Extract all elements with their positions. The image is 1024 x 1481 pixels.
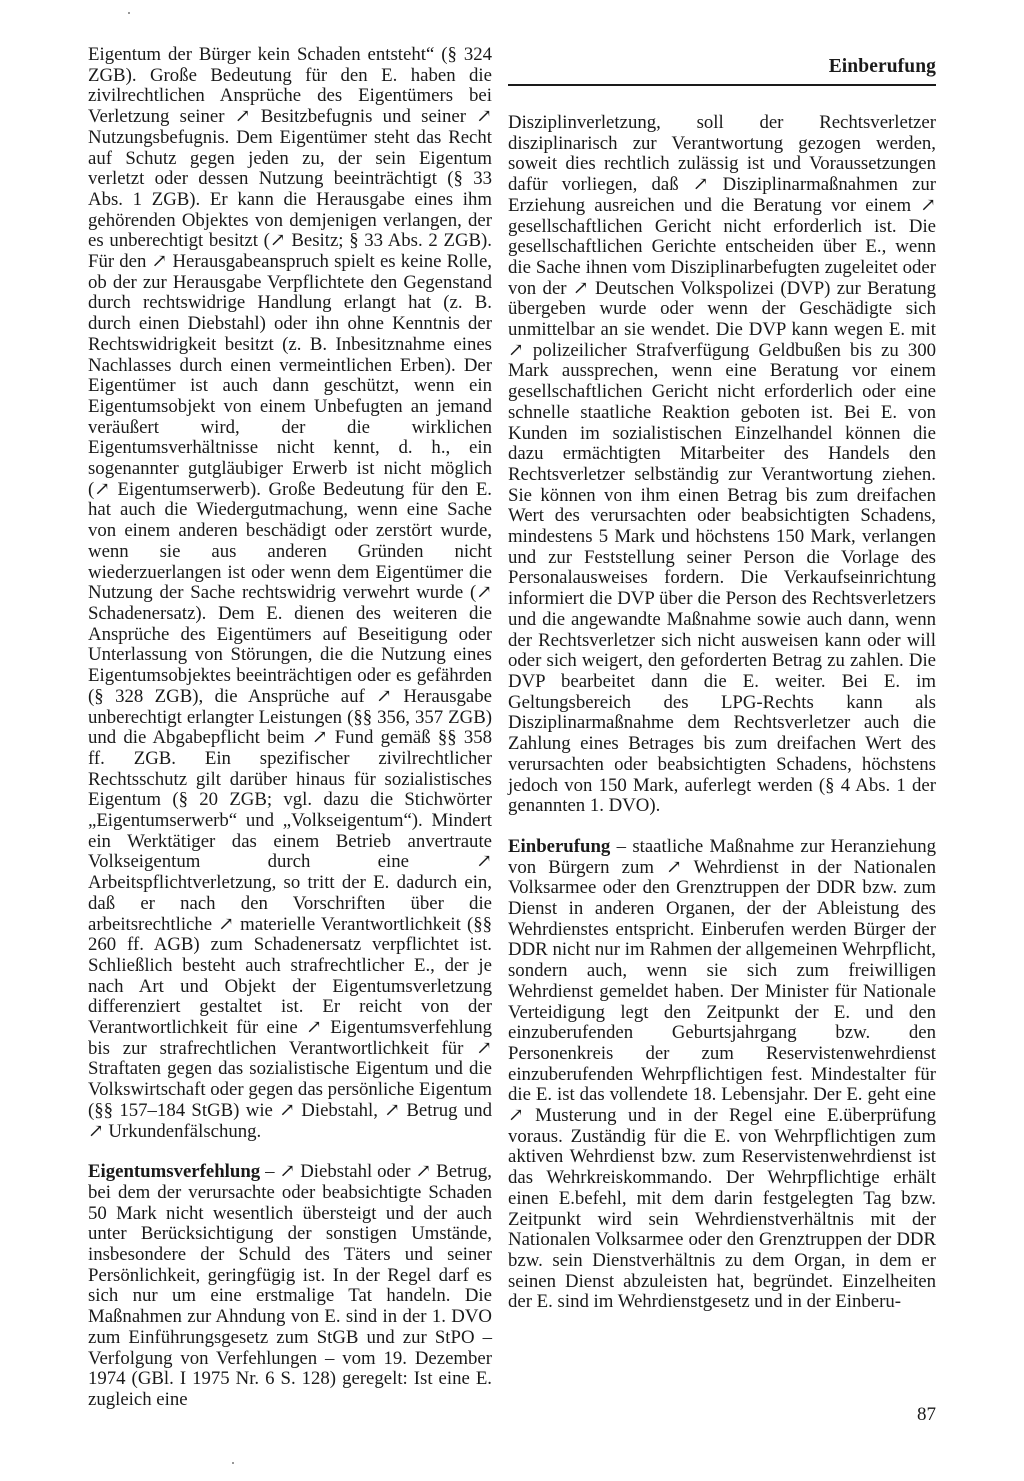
page-number: 87 [917,1404,936,1425]
lemma-eigentumsverfehlung: Eigentumsverfehlung [88,1161,261,1183]
scan-speck [128,12,130,14]
scan-speck [232,1462,234,1464]
entry-einberufung [508,837,936,1313]
left-column [88,0,492,1411]
right-column [508,0,936,1313]
entry-eigentumsverfehlung-text: – ↗ Diebstahl oder ↗ Betrug, bei dem der verursachte oder beabsichtigte Schaden 50 Mark nicht wesentlich übersteigt und der auch unter Berücksichtigung der sonstigen Umstände, insbesondere der Schuld des Täters und seiner Persönlichkeit, geringfügig ist. In der Regel darf es sich nur um eine erstmalige Tat handeln. Die Maßnahmen zur Ahndung von E. sind in der 1. DVO zum Einführungsgesetz zum StGB und zur StPO – Verfolgung von Verfehlungen – vom 19. Dezember 1974 (GBl. I 1975 Nr. 6 S. 128) geregelt: Ist eine E. zugleich eine [88,1161,492,1410]
lemma-einberufung: Einberufung [508,835,611,857]
running-head: Einberufung [828,56,936,77]
entry-einberufung-text: – staatliche Maßnahme zur Heranziehung von Bürgern zum ↗ Wehrdienst in der Nationalen Volksarmee oder den Grenztruppen der DDR bzw. zum Dienst in anderen Organen, der der Ableistung des Wehrdienstes entspricht. Einberufen werden Bürger der DDR nicht nur im Rahmen der allgemeinen Wehrpflicht, sondern auch, wenn sie sich zum freiwilligen Wehrdienst gemeldet haben. Der Minister für Nationale Verteidigung legt den Zeitpunkt der E. und den einzuberufenden Geburtsjahrgang bzw. den Personenkreis der zum Reservistenwehrdienst einzuberufenden Wehrpflichtigen fest. Mindestalter für die E. ist das vollendete 18. Lebensjahr. Der E. geht eine ↗ Musterung und in der Regel eine E.überprüfung voraus. Zuständig für die E. von Wehrpflichtigen zum aktiven Wehrdienst bzw. zum Reservistenwehrdienst ist das Wehrkreiskommando. Der Wehrpflichtige erhält einen E.befehl, mit dem darin festgelegten Tag bzw. Zeitpunkt wird sein Wehrdienstverhältnis mit der Nationalen Volksarmee oder den Grenztruppen der DDR bzw. sein Dienstverhältnis zu dem Organ, in dem er seinen Dienst abzuleisten hat, begründet. Einzelheiten der E. sind im Wehrdienstgesetz und in der Einberu- [508,835,936,1313]
paragraph-eigentumsschutz-continued: Eigentum der Bürger kein Schaden entsteht“ (§ 324 ZGB). Große Bedeutung für den E. haben die zivilrechtlichen Ansprüche des Eigentümers bei Verletzung seiner ↗ Besitzbefugnis und seiner ↗ Nutzungsbefugnis. Dem Eigentümer steht das Recht auf Schutz gegen jeden zu, der sein Eigentum verletzt oder dessen Nutzung beeinträchtigt (§ 33 Abs. 1 ZGB). Er kann die Herausgabe eines ihm gehörenden Objektes von demjenigen verlangen, der es unberechtigt besitzt (↗ Besitz; § 33 Abs. 2 ZGB). Für den ↗ Herausgabeanspruch spielt es keine Rolle, ob der zur Herausgabe Verpflichtete den Gegenstand durch rechtswidrige Handlung erlangt hat (z. B. durch einen Diebstahl) oder ihn ohne Kenntnis der Rechtswidrigkeit besitzt (z. B. Inbesitznahme eines Nachlasses durch einen vermeintlichen Erben). Der Eigentümer ist auch dann geschützt, wenn ein Eigentumsobjekt von einem Unbefugten an jemand veräußert wird, der die wirklichen Eigentumsverhältnisse nicht kennt, d. h., ein sogenannter gutgläubiger Erwerb ist nicht möglich (↗ Eigentumserwerb). Große Bedeutung für den E. hat auch die Wiedergutmachung, wenn eine Sache von einem anderen beschädigt oder zerstört wurde, wenn sie aus anderen Gründen nicht wiederzuerlangen ist oder wenn dem Eigentümer die Nutzung der Sache rechtswidrig verwehrt wurde (↗ Schadenersatz). Dem E. dienen des weiteren die Ansprüche des Eigentümers auf Beseitigung oder Unterlassung von Störungen, die die Nutzung eines Eigentumsobjektes beeinträchtigen oder es gefährden (§ 328 ZGB), die Ansprüche auf ↗ Herausgabe unberechtigt erlangter Leistungen (§§ 356, 357 ZGB) und die Abgabepflicht beim ↗ Fund gemäß §§ 358 ff. ZGB. Ein spezifischer zivilrechtlicher Rechtsschutz gilt darüber hinaus für sozialistisches Eigentum (§ 20 ZGB; vgl. dazu die Stichwörter „Eigentumserwerb“ und „Volkseigentum“). Mindert ein Werktätiger das einem Betrieb anvertraute Volkseigentum durch eine ↗ Arbeitspflichtverletzung, so tritt der E. dadurch ein, daß er nach den Vorschriften über die arbeitsrechtliche ↗ materielle Verantwortlichkeit (§§ 260 ff. AGB) zum Schadenersatz verpflichtet ist. Schließlich besteht auch strafrechtlicher E., der je nach Art und Objekt der Eigentumsverletzung differenziert gestaltet ist. Er reicht von der Verantwortlichkeit für eine ↗ Eigentumsverfehlung bis zur strafrechtlichen Verantwortlichkeit für ↗ Straftaten gegen das sozialistische Eigentum und die Volkswirtschaft oder gegen das persönliche Eigentum (§§ 157–184 StGB) wie ↗ Diebstahl, ↗ Betrug und ↗ Urkundenfälschung. [88,44,492,1142]
entry-eigentumsverfehlung [88,1162,492,1410]
paragraph-eigentumsverfehlung-continued: Disziplinverletzung, soll der Rechtsverletzer disziplinarisch zur Verantwortung gezogen werden, soweit dies rechtlich zulässig ist und Voraussetzungen dafür vorliegen, daß ↗ Disziplinarmaßnahmen zur Erziehung ausreichen und die Beratung vor einem ↗ gesellschaftlichen Gericht nicht erforderlich ist. Die gesellschaftlichen Gerichte entscheiden über E., wenn die Sache ihnen vom Disziplinarbefugten zugeleitet oder von der ↗ Deutschen Volkspolizei (DVP) zur Beratung übergeben wurde oder wenn der Geschädigte sich unmittelbar an sie wendet. Die DVP kann wegen E. mit ↗ polizeilicher Strafverfügung Geldbußen bis zu 300 Mark aussprechen, wenn eine Beratung vor einem gesellschaftlichen Gericht nicht erforderlich oder eine schnelle staatliche Reaktion geboten ist. Bei E. von Kunden im sozialistischen Einzelhandel können die dazu ermächtigten Mitarbeiter des Handels den Rechtsverletzer selbständig zur Verantwortung ziehen. Sie können von ihm einen Betrag bis zum dreifachen Wert des verursachten oder beabsichtigten Schadens, mindestens 5 Mark und höchstens 150 Mark, verlangen und zur Feststellung seiner Person die Vorlage des Personalausweises fordern. Die Verkaufseinrichtung informiert die DVP über die Person des Rechtsverletzers und die angewandte Maßnahme sowie auch dann, wenn der Rechtsverletzer sich nicht ausweisen kann oder will oder sich weigert, den geforderten Betrag zu zahlen. Die DVP bearbeitet dann die E. weiter. Bei E. im Geltungsbereich des LPG-Rechts kann als Disziplinarmaßnahme dem Rechtsverletzer auch die Zahlung eines Betrages bis zum dreifachen Wert des verursachten oder beabsichtigten Schadens, höchstens jedoch von 150 Mark, auferlegt werden (§ 4 Abs. 1 der genannten 1. DVO). [508,112,936,817]
